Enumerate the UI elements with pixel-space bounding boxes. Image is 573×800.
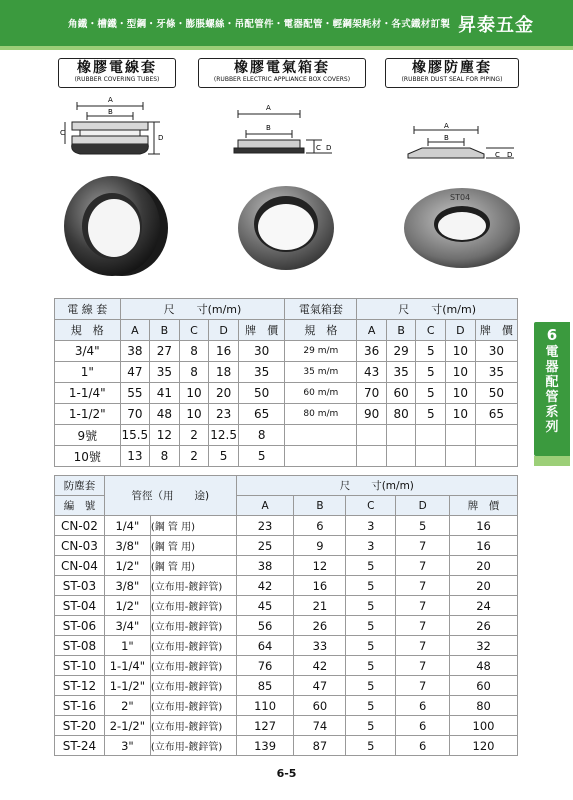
table-header-row (55, 299, 518, 320)
table-row (55, 656, 518, 676)
table-cell: 10 (179, 404, 209, 425)
table-cell: 24 (450, 596, 518, 616)
col-header: D (396, 496, 450, 516)
table-cell: 64 (236, 636, 294, 656)
table-cell: (立布用-鍍鋅管) (150, 596, 236, 616)
table-cell: CN-04 (55, 556, 105, 576)
table-cell: 5 (346, 736, 396, 756)
table-cell: 110 (236, 696, 294, 716)
product-title-dust-seal (385, 58, 519, 88)
col-header: 牌 價 (238, 320, 285, 341)
table-cell: ST-04 (55, 596, 105, 616)
table-cell: 16 (450, 516, 518, 536)
table-cell: 2-1/2" (104, 716, 150, 736)
table-cell: 25 (236, 536, 294, 556)
table-cell (357, 425, 387, 446)
table-cell: 5 (416, 362, 446, 383)
table-row (55, 516, 518, 536)
table-cell: 30 (475, 341, 517, 362)
table-cell: 26 (294, 616, 346, 636)
spec-table-cable-box (54, 298, 518, 467)
table-cell (386, 425, 416, 446)
dim-label-b: B (108, 108, 113, 116)
table-cell: 8 (179, 362, 209, 383)
table-cell: 3/4" (55, 341, 121, 362)
box-cover-drawing (232, 96, 336, 158)
table-cell: 29 (386, 341, 416, 362)
table-cell: 20 (450, 576, 518, 596)
table-cell: 5 (396, 516, 450, 536)
table-cell: (立布用-鍍鋅管) (150, 676, 236, 696)
table-cell: 7 (396, 616, 450, 636)
table-row (55, 616, 518, 636)
dim-label-c: C (495, 151, 500, 159)
section-number: 6 (546, 326, 558, 344)
dim-label-d: D (158, 134, 164, 142)
col-header: B (386, 320, 416, 341)
table-cell: 10號 (55, 446, 121, 467)
col-header: A (120, 320, 150, 341)
table-cell: 87 (294, 736, 346, 756)
table-cell (475, 446, 517, 467)
table-cell: 26 (450, 616, 518, 636)
col-header: B (150, 320, 180, 341)
dim-label-a: A (444, 122, 449, 130)
table-cell: 27 (150, 341, 180, 362)
table-cell: ST-24 (55, 736, 105, 756)
col-header: 編 號 (55, 496, 105, 516)
dim-label-c: C (316, 144, 321, 152)
table-cell: 56 (236, 616, 294, 636)
table-cell: 60 m/m (285, 383, 357, 404)
table-cell: 23 (209, 404, 239, 425)
section-tab (534, 322, 570, 456)
table-cell: (鋼 管 用) (150, 536, 236, 556)
table-cell: 1-1/2" (55, 404, 121, 425)
table-cell: 2 (179, 446, 209, 467)
table-cell: 42 (294, 656, 346, 676)
table-cell: 10 (446, 341, 476, 362)
table-cell: 38 (236, 556, 294, 576)
section-tab-stripe (534, 456, 570, 466)
table-row (55, 383, 518, 404)
table-cell: (立布用-鍍鋅管) (150, 716, 236, 736)
table-cell (416, 425, 446, 446)
table-cell: 10 (446, 404, 476, 425)
table-cell: 1" (104, 636, 150, 656)
table-cell: 8 (238, 425, 285, 446)
col-header: D (209, 320, 239, 341)
dust-seal-photo (398, 184, 524, 270)
dim-label-d: D (507, 151, 513, 159)
table-row (55, 676, 518, 696)
table-cell: 5 (346, 576, 396, 596)
table-cell: 18 (209, 362, 239, 383)
table-row (55, 716, 518, 736)
table-cell: 76 (236, 656, 294, 676)
table-cell (386, 446, 416, 467)
dim-label-c: C (60, 129, 65, 137)
col-header: 規 格 (55, 320, 121, 341)
table-cell: 12.5 (209, 425, 239, 446)
table-cell: 74 (294, 716, 346, 736)
table-row (55, 404, 518, 425)
table-cell: 6 (396, 696, 450, 716)
table-row (55, 425, 518, 446)
table-cell: 33 (294, 636, 346, 656)
table-cell: 8 (150, 446, 180, 467)
table-cell: 12 (150, 425, 180, 446)
table-cell: 10 (446, 383, 476, 404)
table-cell (446, 425, 476, 446)
page-number: 6-5 (276, 767, 297, 780)
table-cell: ST-10 (55, 656, 105, 676)
table-cell: 2" (104, 696, 150, 716)
table-cell: 127 (236, 716, 294, 736)
table-cell: 6 (396, 736, 450, 756)
table-cell: 70 (120, 404, 150, 425)
table-cell: 1-1/4" (104, 656, 150, 676)
table-cell: 80 m/m (285, 404, 357, 425)
table-cell: ST-08 (55, 636, 105, 656)
table-cell: 16 (209, 341, 239, 362)
table-cell: (立布用-鍍鋅管) (150, 736, 236, 756)
table-cell: ST-12 (55, 676, 105, 696)
table-cell: (立布用-鍍鋅管) (150, 576, 236, 596)
table-cell: (鋼 管 用) (150, 516, 236, 536)
table-cell: 16 (450, 536, 518, 556)
table-cell: 139 (236, 736, 294, 756)
col-header: 牌 價 (450, 496, 518, 516)
header-banner (0, 0, 573, 46)
col-header: 電氣箱套 (285, 299, 357, 320)
table-cell: 23 (236, 516, 294, 536)
table-cell: 80 (450, 696, 518, 716)
table-cell: 5 (346, 676, 396, 696)
col-header: C (179, 320, 209, 341)
product-title-zh: 橡膠電線套 (77, 60, 157, 76)
table-row (55, 362, 518, 383)
table-cell: CN-02 (55, 516, 105, 536)
table-cell: 5 (416, 341, 446, 362)
table-cell: 3/8" (104, 536, 150, 556)
table-row (55, 556, 518, 576)
table-cell: 60 (294, 696, 346, 716)
dust-seal-drawing (402, 122, 517, 164)
table-cell: 47 (120, 362, 150, 383)
table-cell: 38 (120, 341, 150, 362)
col-header: 管徑（用 途) (104, 476, 236, 516)
table-cell: 7 (396, 596, 450, 616)
col-header: 尺 寸(m/m) (236, 476, 517, 496)
table-cell: 35 (386, 362, 416, 383)
table-cell: 48 (450, 656, 518, 676)
col-header: C (346, 496, 396, 516)
table-cell: 10 (446, 362, 476, 383)
table-cell: 65 (238, 404, 285, 425)
table-cell: 7 (396, 676, 450, 696)
table-row (55, 341, 518, 362)
table-cell: 1/4" (104, 516, 150, 536)
table-row (55, 696, 518, 716)
table-cell: 5 (346, 616, 396, 636)
brand-name: 昇泰五金 (458, 15, 534, 36)
table-cell: 36 (357, 341, 387, 362)
col-header: B (294, 496, 346, 516)
dim-label-b: B (266, 124, 271, 132)
table-cell: 2 (179, 425, 209, 446)
table-cell: 3 (346, 536, 396, 556)
table-cell: 12 (294, 556, 346, 576)
table-cell: 100 (450, 716, 518, 736)
table-cell: 3" (104, 736, 150, 756)
table-cell: 21 (294, 596, 346, 616)
table-cell: 7 (396, 536, 450, 556)
table-cell: 30 (238, 341, 285, 362)
table-cell: 8 (179, 341, 209, 362)
product-title-zh: 橡膠防塵套 (412, 60, 492, 76)
table-cell: ST-06 (55, 616, 105, 636)
col-header: 防塵套 (55, 476, 105, 496)
table-cell: 47 (294, 676, 346, 696)
table-cell: 7 (396, 656, 450, 676)
table-cell: 5 (238, 446, 285, 467)
table-cell: CN-03 (55, 536, 105, 556)
table-cell: 16 (294, 576, 346, 596)
table-row (55, 536, 518, 556)
table-cell: 6 (294, 516, 346, 536)
table-cell: 85 (236, 676, 294, 696)
table-cell: 6 (396, 716, 450, 736)
table-cell: 15.5 (120, 425, 150, 446)
table-cell: 3 (346, 516, 396, 536)
table-row (55, 736, 518, 756)
col-header: 尺 寸(m/m) (357, 299, 518, 320)
product-title-zh: 橡膠電氣箱套 (234, 60, 330, 76)
table-cell: 60 (450, 676, 518, 696)
dim-label-b: B (444, 134, 449, 142)
table-header-row (55, 476, 518, 496)
col-header: C (416, 320, 446, 341)
table-cell: 20 (209, 383, 239, 404)
col-header: 規 格 (285, 320, 357, 341)
table-cell: 42 (236, 576, 294, 596)
product-title-box-covers (198, 58, 366, 88)
col-header: 電 線 套 (55, 299, 121, 320)
table-cell: (立布用-鍍鋅管) (150, 616, 236, 636)
table-cell: (鋼 管 用) (150, 556, 236, 576)
table-cell: 50 (475, 383, 517, 404)
table-cell: 1-1/4" (55, 383, 121, 404)
table-cell: (立布用-鍍鋅管) (150, 636, 236, 656)
photo-stamp-text: ST04 (450, 193, 471, 202)
table-cell: 80 (386, 404, 416, 425)
table-cell: 5 (209, 446, 239, 467)
table-cell: 7 (396, 556, 450, 576)
table-cell: 32 (450, 636, 518, 656)
section-title: 電 器 配 管 系 列 (545, 345, 559, 435)
table-cell: 5 (346, 656, 396, 676)
table-cell (285, 446, 357, 467)
table-cell: (立布用-鍍鋅管) (150, 656, 236, 676)
table-cell: 3/4" (104, 616, 150, 636)
table-cell: 10 (179, 383, 209, 404)
table-cell (475, 425, 517, 446)
table-cell: 70 (357, 383, 387, 404)
table-cell: 29 m/m (285, 341, 357, 362)
table-cell: 5 (346, 556, 396, 576)
table-cell: 1-1/2" (104, 676, 150, 696)
table-cell: 90 (357, 404, 387, 425)
table-cell: 5 (346, 716, 396, 736)
table-cell: 120 (450, 736, 518, 756)
covering-tube-photo (54, 172, 174, 282)
table-cell: 55 (120, 383, 150, 404)
spec-table-body (55, 341, 518, 467)
product-title-en: (RUBBER COVERING TUBES) (74, 76, 160, 83)
table-cell: 5 (346, 696, 396, 716)
table-cell: 5 (416, 404, 446, 425)
dim-label-a: A (108, 96, 113, 104)
col-header: 尺 寸(m/m) (120, 299, 285, 320)
table-cell: 60 (386, 383, 416, 404)
table-row (55, 596, 518, 616)
table-row (55, 636, 518, 656)
table-cell: 13 (120, 446, 150, 467)
table-cell: 50 (238, 383, 285, 404)
table-cell: 7 (396, 576, 450, 596)
table-cell: 9 (294, 536, 346, 556)
col-header: 牌 價 (475, 320, 517, 341)
covering-tube-drawing (60, 92, 170, 162)
table-cell: 45 (236, 596, 294, 616)
table-cell (357, 446, 387, 467)
table-cell: 1/2" (104, 556, 150, 576)
header-stripe (0, 46, 573, 50)
table-cell: 7 (396, 636, 450, 656)
table-cell: ST-20 (55, 716, 105, 736)
table-header-row (55, 320, 518, 341)
table-cell (416, 446, 446, 467)
dim-label-d: D (326, 144, 332, 152)
table-cell: 3/8" (104, 576, 150, 596)
table-cell: 35 m/m (285, 362, 357, 383)
table-cell: 5 (346, 596, 396, 616)
table-cell: 43 (357, 362, 387, 383)
table-cell: 65 (475, 404, 517, 425)
table-cell (285, 425, 357, 446)
product-title-en: (RUBBER DUST SEAL FOR PIPING) (401, 76, 503, 83)
table-cell: 35 (475, 362, 517, 383)
spec-table-dust-seal (54, 475, 518, 756)
product-title-covering-tubes (58, 58, 176, 88)
col-header: A (236, 496, 294, 516)
table-cell: 1" (55, 362, 121, 383)
col-header: A (357, 320, 387, 341)
table-cell: 35 (238, 362, 285, 383)
table-cell: 1/2" (104, 596, 150, 616)
table-cell: 35 (150, 362, 180, 383)
box-cover-photo (232, 180, 340, 272)
table-cell: 48 (150, 404, 180, 425)
table-cell: 41 (150, 383, 180, 404)
table-cell: 20 (450, 556, 518, 576)
table-cell: 5 (346, 636, 396, 656)
col-header: D (446, 320, 476, 341)
table-cell: ST-03 (55, 576, 105, 596)
table-cell: ST-16 (55, 696, 105, 716)
table-cell (446, 446, 476, 467)
table-cell: 9號 (55, 425, 121, 446)
table-cell: 5 (416, 383, 446, 404)
table-cell: (立布用-鍍鋅管) (150, 696, 236, 716)
table-row (55, 446, 518, 467)
category-list: 角鐵・槽鐵・型鋼・牙條・膨脹螺絲・吊配管件・電器配管・輕鋼架耗材・各式鐵材訂製 (68, 19, 451, 30)
table-row (55, 576, 518, 596)
product-title-en: (RUBBER ELECTRIC APPLIANCE BOX COVERS) (213, 76, 351, 83)
spec-table-body (55, 516, 518, 756)
dim-label-a: A (266, 104, 271, 112)
